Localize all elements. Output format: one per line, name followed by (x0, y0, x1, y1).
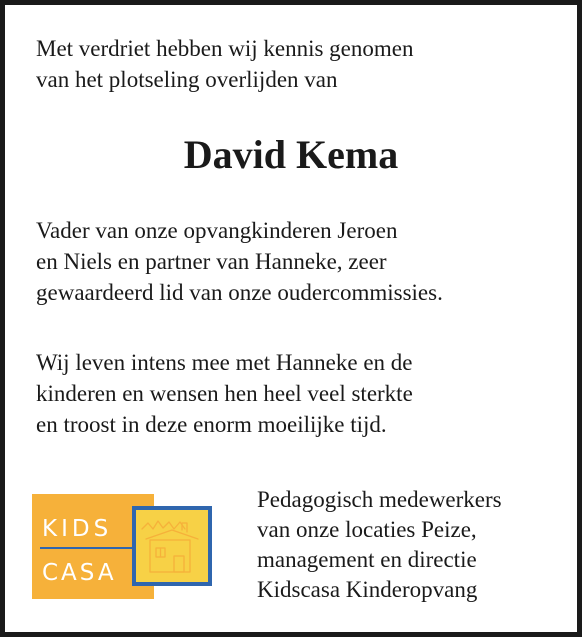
deceased-name: David Kema (183, 132, 399, 177)
tribute-paragraph (36, 215, 566, 308)
logo-word-casa: CASA (42, 560, 117, 586)
kidscasa-logo (32, 494, 214, 599)
intro-line: van het plotseling overlijden van (36, 67, 338, 92)
condolence-line: Wij leven intens mee met Hanneke en de (36, 350, 413, 375)
signature-line: Pedagogisch medewerkers (257, 487, 502, 512)
logo-divider (40, 547, 132, 549)
tribute-line: gewaardeerd lid van onze oudercommissies. (36, 280, 443, 305)
condolence-line: en troost in deze enorm moeilijke tijd. (36, 412, 387, 437)
tribute-line: Vader van onze opvangkinderen Jeroen (36, 218, 398, 243)
signature-line: Kidscasa Kinderopvang (257, 577, 478, 602)
signature-line: van onze locaties Peize, (257, 517, 477, 542)
intro-paragraph (36, 33, 566, 95)
signature-block (257, 485, 502, 605)
logo-word-kids: KIDS (42, 516, 113, 542)
condolence-line: kinderen en wensen hen heel veel sterkte (36, 381, 413, 406)
intro-line: Met verdriet hebben wij kennis genomen (36, 36, 414, 61)
condolence-paragraph (36, 347, 566, 440)
signature-line: management en directie (257, 547, 477, 572)
tribute-line: en Niels en partner van Hanneke, zeer (36, 249, 387, 274)
logo-yellow-square (136, 510, 208, 582)
